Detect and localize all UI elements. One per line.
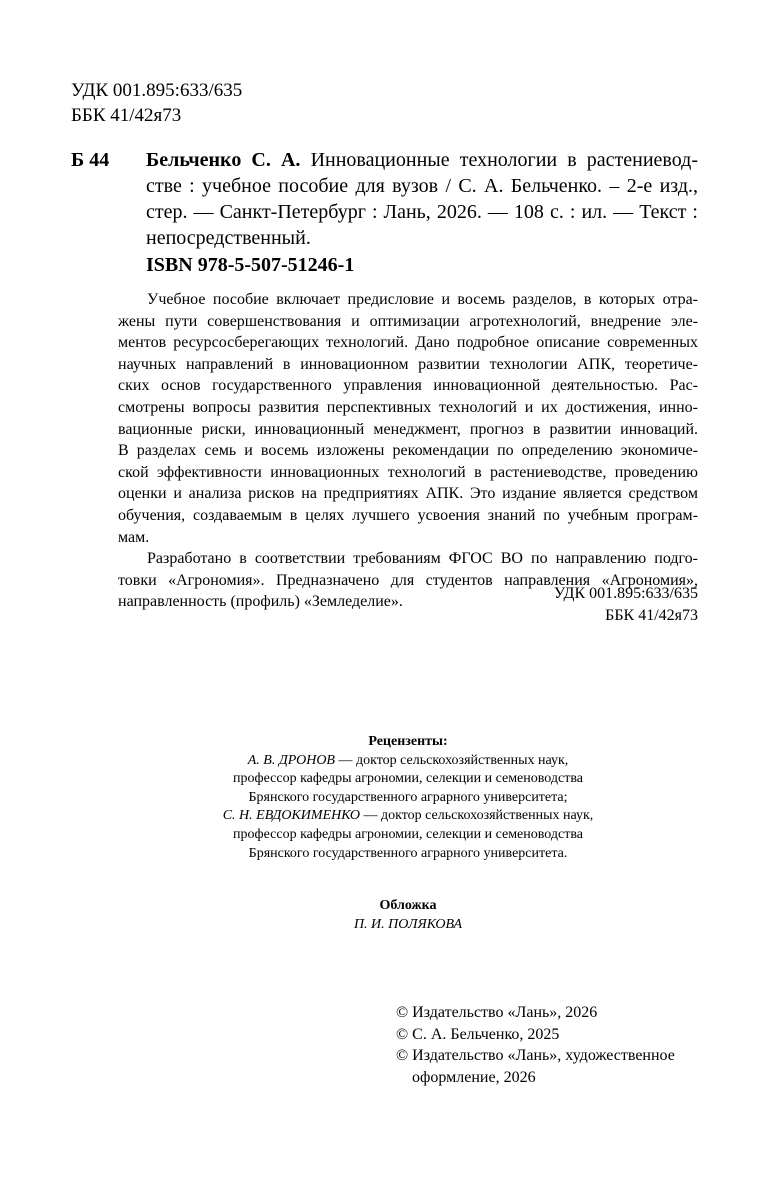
author-name: Бельченко С. А.	[146, 149, 301, 171]
bibliographic-entry	[71, 147, 698, 251]
biblio-line: стве : учебное пособие для вузов / С. А. Бельченко. – 2-е изд.,	[146, 175, 698, 197]
annotation-line: жены пути совершенствования и оптимизации агротехнологий, внедрение эле-	[118, 312, 698, 330]
bibliographic-description	[146, 147, 698, 251]
copyright-line: © С. А. Бельченко, 2025	[396, 1025, 560, 1043]
biblio-line: Инновационные технологии в растениевод-	[310, 149, 698, 171]
annotation	[118, 289, 698, 613]
annotation-line: товки «Агрономия». Предназначено для студентов направления «Агрономия»,	[118, 571, 698, 589]
reviewer-2-name: С. Н. ЕВДОКИМЕНКО	[222, 808, 360, 824]
annotation-line: смотрены вопросы развития перспективных технологий и их достижения, инно-	[118, 398, 698, 416]
annotation-line: В разделах семь и восемь изложены рекомендации по определению экономиче-	[118, 442, 698, 460]
udk-code: УДК 001.895:633/635	[71, 80, 243, 101]
annotation-line: ской эффективности инновационных технологий в растениеводстве, проведению	[118, 463, 698, 481]
copyright-line: © Издательство «Лань», 2026	[396, 1004, 598, 1021]
author-sign: Б 44	[71, 149, 110, 171]
annotation-line: ментов ресурсосберегающих технологий. Дано подробное описание современных	[118, 334, 698, 352]
biblio-line: стер. — Санкт-Петербург : Лань, 2026. — 108 с. : ил. — Текст :	[146, 201, 698, 223]
annotation-paragraph-1	[118, 289, 698, 548]
bbk-code: ББК 41/42я73	[71, 105, 182, 126]
reviewer-1-name: А. В. ДРОНОВ	[247, 752, 335, 768]
copyright-block	[396, 1002, 712, 1088]
reviewer-1	[118, 752, 698, 771]
annotation-line: оценки и анализа рисков на предприятиях АПК. Это издание является средством	[118, 485, 698, 503]
cover-designer: П. И. ПОЛЯКОВА	[353, 916, 463, 932]
annotation-line: Учебное пособие включает предисловие и восемь разделов, в которых отра-	[147, 291, 698, 308]
reviewer-1-affiliation: Брянского государственного аграрного университета;	[248, 789, 568, 805]
isbn: ISBN 978-5-507-51246-1	[146, 254, 355, 276]
annotation-line: вационные риски, инновационный менеджмент, прогноз в развитии инноваций.	[118, 420, 698, 438]
reviewers-heading: Рецензенты:	[368, 734, 448, 749]
annotation-line: Разработано в соответствии требованиям ФГОС ВО по направлению подго-	[147, 550, 698, 568]
annotation-line: мам.	[118, 528, 150, 546]
annotation-line: научных направлений в инновационном развитии технологии АПК, теоретиче-	[118, 355, 698, 373]
reviewers-block	[118, 733, 698, 863]
cover-heading: Обложка	[379, 898, 437, 913]
biblio-line: непосредственный.	[146, 227, 311, 249]
annotation-line: обучения, создаваемым в целях лучшего усвоения знаний по учебным програм-	[118, 506, 698, 524]
udk-code-right: УДК 001.895:633/635	[553, 585, 698, 602]
annotation-line: направленность (профиль) «Земледелие».	[118, 593, 403, 611]
classification-codes	[71, 78, 242, 128]
reviewer-2-affiliation: Брянского государственного аграрного университета.	[248, 845, 568, 861]
reviewer-1-degree: — доктор сельскохозяйственных наук,	[334, 752, 569, 768]
classification-codes-right	[554, 583, 698, 626]
reviewer-2	[118, 807, 698, 826]
copyright-line: © Издательство «Лань», художественное оформление, 2026	[396, 1047, 675, 1086]
reviewer-1-position: профессор кафедры агрономии, селекции и семеноводства	[233, 771, 583, 787]
bbk-code-right: ББК 41/42я73	[605, 606, 698, 624]
reviewer-2-position: профессор кафедры агрономии, селекции и семеноводства	[233, 826, 583, 842]
reviewer-2-degree: — доктор сельскохозяйственных наук,	[360, 808, 594, 824]
cover-credit	[118, 897, 698, 934]
annotation-line: ских основ государственного управления инновационной деятельностью. Рас-	[118, 377, 698, 395]
